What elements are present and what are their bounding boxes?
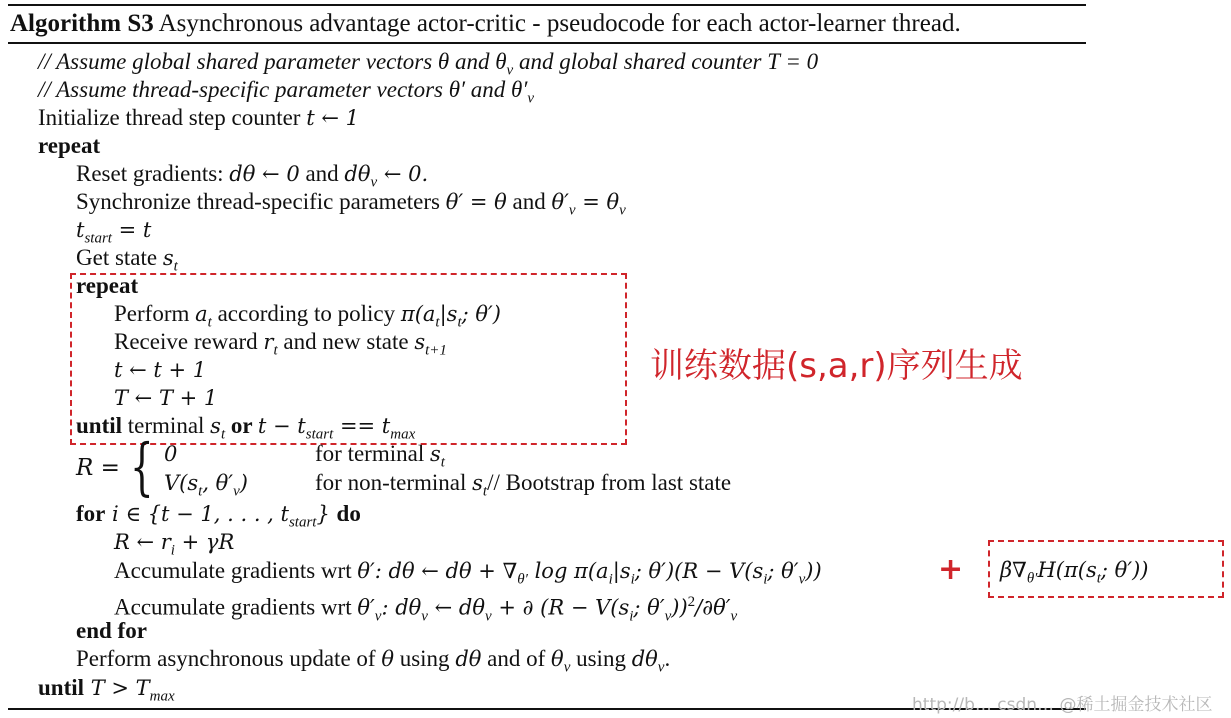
top-rule [8, 4, 1086, 6]
cases-brace: { [130, 430, 154, 503]
inner-until-line: until terminal $s_t$ or $t - t_{start} == t_{max}$ [76, 413, 416, 443]
training-data-annotation: 训练数据(s,a,r)序列生成 [650, 346, 1023, 386]
comment-thread: // Assume thread-specific parameter vectors θ′ and $\theta'_v$ [38, 77, 535, 107]
algorithm-label: Algorithm S3 [10, 10, 154, 37]
tstart-line: $t_{start} = t$ [76, 218, 152, 247]
case-nonterminal-condition: for non-terminal $s_t//$ Bootstrap from last state [315, 470, 732, 500]
R-assign: R = [76, 455, 120, 481]
receive-reward-line: Receive reward $r_t$ and new state $s_{t+1}$ [114, 329, 447, 359]
t-increment-line: t ← t + 1 [114, 358, 207, 382]
perform-action-line: Perform $a_t$ according to policy $\pi(a_t|s_t$; θ′) [114, 301, 501, 331]
header-rule [8, 42, 1086, 44]
T-increment-line: T ← T + 1 [114, 386, 218, 410]
end-for-keyword: end for [76, 618, 147, 643]
watermark: http://b… csdn… @稀土掘金技术社区 [912, 695, 1213, 715]
synchronize-line: Synchronize thread-specific parameters θ′ = θ and $\theta'_v = \theta_v$ [76, 189, 626, 219]
accumulate-value-gradient-line: Accumulate gradients wrt $\theta'_v$: $d\theta_v$ ← $d\theta_v$ + ∂ ($R - V(s_i$; $\theta'_v))^2/\partial\theta'_v$ [114, 594, 738, 625]
get-state-line: Get state $s_t$ [76, 245, 178, 275]
case-nonterminal-value: $V(s_t$, $\theta'_v$) [164, 471, 248, 500]
accumulate-policy-gradient-line: Accumulate gradients wrt θ′: dθ ← $d\theta + \nabla_{\theta'}$ $\log \pi(a_i|s_i$; $\theta')(R - V(s_i$; $\theta'_v$)) [114, 558, 822, 588]
for-line: for i ∈ {t − 1, . . . , $t_{start}$} do [76, 501, 361, 531]
algorithm-title [10, 10, 961, 38]
init-counter-line: Initialize thread step counter t ← 1 [38, 105, 359, 130]
repeat-keyword: repeat [38, 133, 101, 158]
reset-gradients-line: Reset gradients: dθ ← 0 and $d\theta_v$ ← 0. [76, 161, 429, 191]
case-terminal-condition: for terminal $s_t$ [315, 441, 445, 471]
algorithm-caption: Asynchronous advantage actor-critic - pseudocode for each actor-learner thread. [158, 10, 961, 37]
inner-repeat-keyword: repeat [76, 273, 139, 298]
comment-global: // Assume global shared parameter vectors θ and $\theta_v$ and global shared counter T = 0 [38, 49, 819, 79]
R-update-line: R ← $r_i + \gamma R$ [114, 530, 235, 559]
case-terminal-value: 0 [164, 442, 178, 466]
async-update-line: Perform asynchronous update of θ using dθ and of $\theta_v$ using $d\theta_v$. [76, 646, 671, 676]
plus-sign: + [938, 552, 964, 587]
final-until-line: until $T > T_{max}$ [38, 675, 175, 705]
entropy-term: $\beta\nabla_{\theta'}H(\pi(s_t$; θ′)) [1000, 558, 1149, 587]
